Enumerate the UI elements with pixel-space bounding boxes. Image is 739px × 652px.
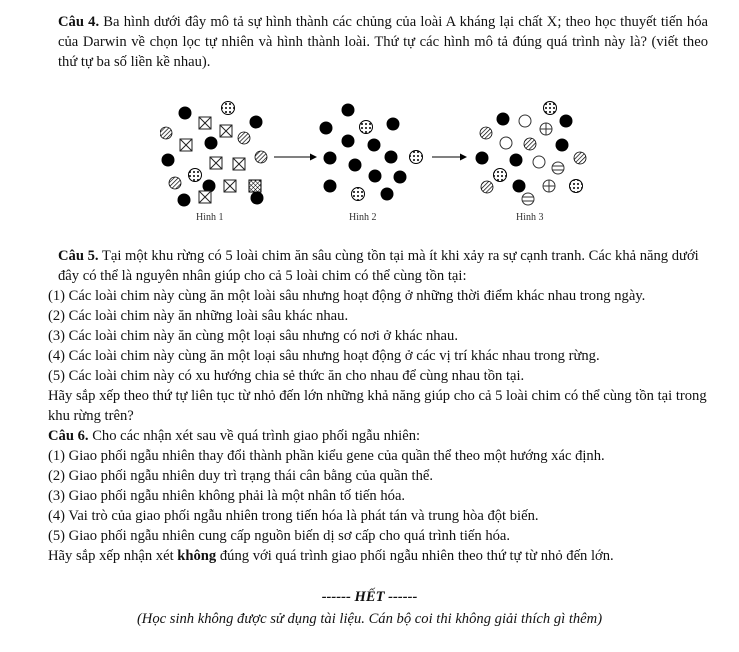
figure-1-label: Hình 1 xyxy=(196,212,224,223)
figure-1-population xyxy=(160,102,267,207)
figure-3-population xyxy=(476,102,587,206)
questions-5-6 xyxy=(48,246,708,566)
footer-note: (Học sinh không được sử dụng tài liệu. Cán bộ coi thi không giải thích gì thêm) xyxy=(136,611,603,627)
question-5-option-2: (2) Các loài chim này ăn những loài sâu khác nhau. xyxy=(48,308,349,324)
question-5-option-3: (3) Các loài chim này ăn cùng một loại sâu nhưng có nơi ở khác nhau. xyxy=(48,328,458,344)
arrow-1 xyxy=(274,154,317,161)
question-6-number: Câu 6. xyxy=(48,428,89,444)
question-5-option-4: (4) Các loài chim này cùng ăn một loại sâu nhưng hoạt động ở các vị trí khác nhau trong rừng. xyxy=(48,348,600,364)
question-6-question xyxy=(48,546,708,566)
end-marker: ------ HẾT ------ xyxy=(321,589,418,605)
question-5-intro-text: Tại một khu rừng có 5 loài chim ăn sâu cùng tồn tại mà ít khi xảy ra sự cạnh tranh. Các khả năng dưới đây có thể là nguyên nhân giúp cho cả 5 loài chim có thể cùng tồn tại: xyxy=(58,248,699,284)
strain-formation-figure xyxy=(160,98,600,228)
figure-illustration xyxy=(160,98,600,228)
arrow-2 xyxy=(432,154,467,161)
question-6-question-emphasis: không xyxy=(177,548,217,564)
question-5-question: Hãy sắp xếp theo thứ tự liên tục từ nhỏ đến lớn những khả năng giúp cho cả 5 loài chim có thể cùng tồn tại trong khu rừng trên? xyxy=(48,388,707,424)
question-4-number: Câu 4. xyxy=(58,14,100,30)
figure-3-label: Hình 3 xyxy=(516,212,544,223)
figure-2-label: Hình 2 xyxy=(349,212,377,223)
question-6-option-2: (2) Giao phối ngẫu nhiên duy trì trạng thái cân bằng của quần thể. xyxy=(48,468,433,484)
question-6-intro-text: Cho các nhận xét sau về quá trình giao phối ngẫu nhiên: xyxy=(88,428,421,444)
question-6-intro xyxy=(48,426,708,446)
question-6-option-4: (4) Vai trò của giao phối ngẫu nhiên trong tiến hóa là phát tán và trung hòa đột biến. xyxy=(48,508,539,524)
question-5-option-5: (5) Các loài chim này có xu hướng chia sẻ thức ăn cho nhau để cùng nhau tồn tại. xyxy=(48,368,525,384)
question-6-question-post: đúng với quá trình giao phối ngẫu nhiên theo thứ tự từ nhỏ đến lớn. xyxy=(216,548,614,564)
question-5-number: Câu 5. xyxy=(58,248,99,264)
question-6-option-5: (5) Giao phối ngẫu nhiên cung cấp nguồn biến dị sơ cấp cho quá trình tiến hóa. xyxy=(48,528,511,544)
question-4 xyxy=(58,12,708,72)
figure-2-population xyxy=(320,104,423,201)
question-4-text: Ba hình dưới đây mô tả sự hình thành các chủng của loài A kháng lại chất X; theo học thuyết tiến hóa của Darwin về chọn lọc tự nhiên và hình thành loài. Thứ tự các hình mô tả đúng quá trình này là? (viết theo thứ tự ba số liền kề nhau). xyxy=(58,14,709,70)
question-5-option-1: (1) Các loài chim này cùng ăn một loài sâu nhưng hoạt động ở những thời điểm khác nhau trong ngày. xyxy=(48,288,646,304)
question-6-option-1: (1) Giao phối ngẫu nhiên thay đổi thành phần kiểu gene của quần thể theo một hướng xác định. xyxy=(48,448,605,464)
question-6-option-3: (3) Giao phối ngẫu nhiên không phải là một nhân tố tiến hóa. xyxy=(48,488,406,504)
question-6-question-pre: Hãy sắp xếp nhận xét xyxy=(48,548,178,564)
question-5-intro xyxy=(48,246,708,286)
